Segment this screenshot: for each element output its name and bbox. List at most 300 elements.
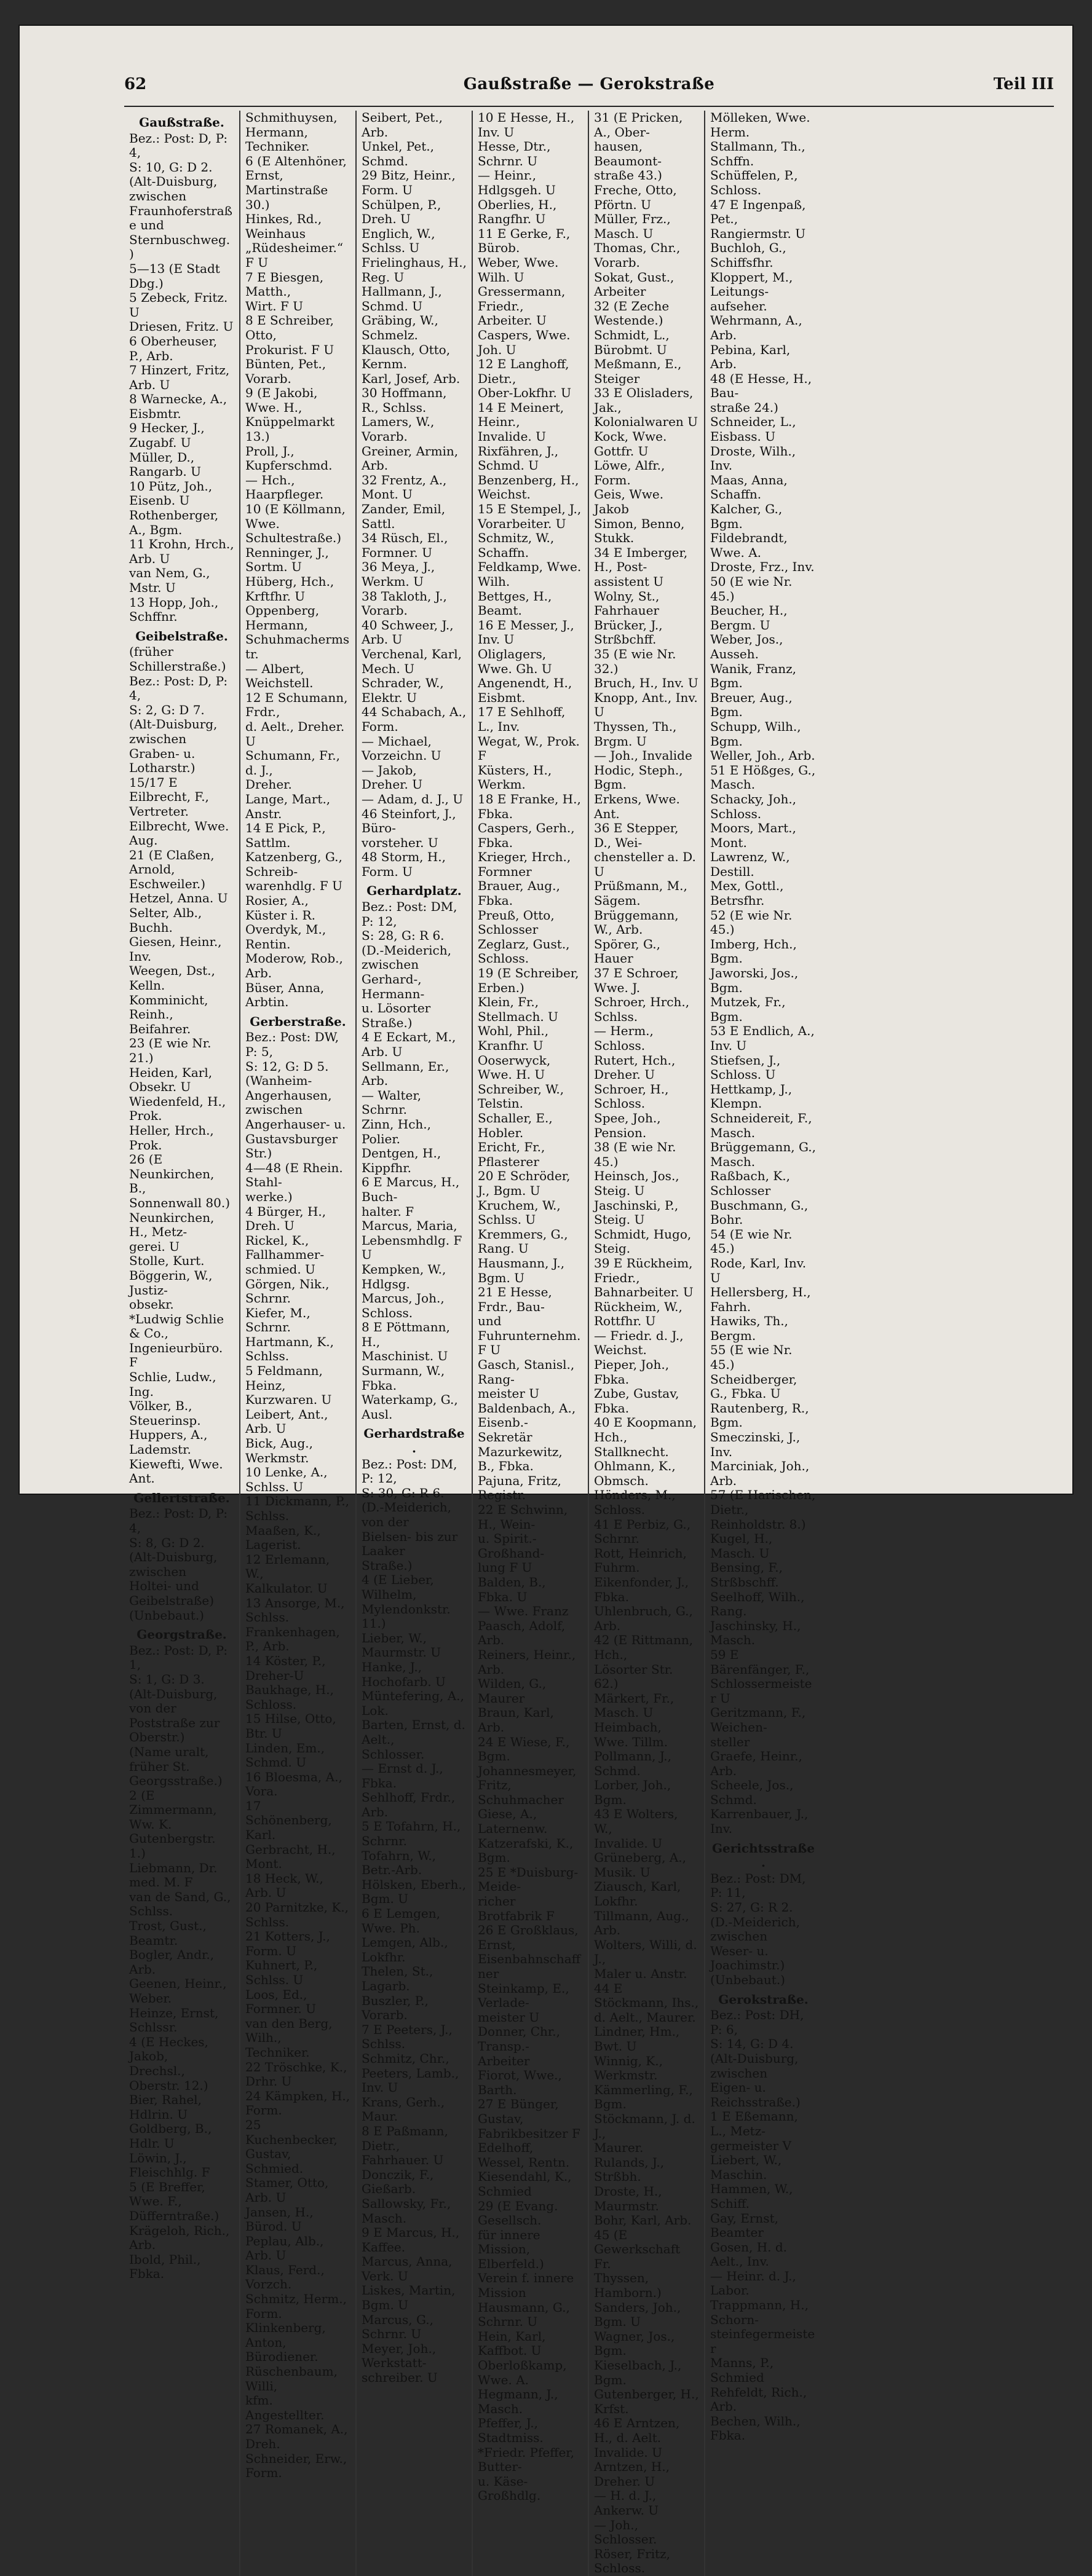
directory-entry: 46 Steinfort, J., Büro- xyxy=(362,806,456,836)
directory-entry: 6 E Lemgen, Wwe. Ph. xyxy=(362,1906,440,1936)
directory-entry: — Heinr., Hdlgsgeh. U xyxy=(478,168,556,197)
directory-entry: Buschmann, G., Bohr. xyxy=(710,1197,809,1227)
directory-entry: Techniker. xyxy=(245,2044,310,2060)
directory-entry: Karl, Josef, Arb. xyxy=(362,371,461,386)
directory-entry: 40 E Koopmann, Hch., xyxy=(594,1415,697,1445)
directory-entry: Maas, Anna, Schaffn. xyxy=(710,472,788,502)
directory-entry: Ohlmann, K., Obmsch. xyxy=(594,1459,676,1488)
street-heading: Gaußstraße. xyxy=(139,115,224,130)
directory-entry: 26 (E Neunkirchen, B., xyxy=(129,1152,215,1196)
directory-entry: Waterkamp, G., Ausl. xyxy=(362,1392,458,1422)
directory-entry: Hein, Karl, Kaffbot. U xyxy=(478,2328,546,2358)
directory-entry: 7 Hinzert, Fritz, Arb. U xyxy=(129,363,230,392)
directory-entry: 22 Tröschke, K., Drhr. U xyxy=(245,2059,347,2089)
directory-entry: 43 E Wolters, W., xyxy=(594,1806,678,1837)
directory-entry: Heinze, Ernst, Schlssr. xyxy=(129,2005,219,2035)
directory-entry: Donczik, F., Gießarb. xyxy=(362,2167,434,2197)
directory-entry: S: 14, G: D 4. xyxy=(710,2036,794,2052)
directory-entry: Gutenbergstr. 1.) xyxy=(129,1831,216,1861)
directory-entry: Zube, Gustav, Fbka. xyxy=(594,1386,679,1416)
directory-entry: Paasch, Adolf, Arb. xyxy=(478,1618,566,1648)
directory-entry: Giese, A., Laternenw. xyxy=(478,1806,548,1837)
directory-entry: 25 E *Duisburg-Meide- xyxy=(478,1864,579,1894)
directory-entry: 26 E Großklaus, Ernst, xyxy=(478,1923,579,1952)
directory-entry: Knüppelmarkt 13.) xyxy=(245,414,335,444)
directory-entry: — Herm., Schloss. xyxy=(594,1023,654,1053)
directory-entry: Proll, J., Kupferschmd. xyxy=(245,443,333,473)
directory-entry: S: 10, G: D 2. xyxy=(129,159,213,175)
directory-entry: Fiorot, Wwe., Barth. xyxy=(478,2068,562,2097)
directory-entry: hausen, Beaumont- xyxy=(594,139,662,168)
directory-entry: 10 (E Köllmann, Wwe. xyxy=(245,502,346,531)
directory-entry: 13 Hopp, Joh., Schffnr. xyxy=(129,594,219,624)
directory-entry: 34 E Imberger, H., Post- xyxy=(594,545,688,575)
directory-entry: Loos, Ed., Formner. U xyxy=(245,1987,316,2017)
directory-entry: Spörer, G., Hauer xyxy=(594,936,660,966)
directory-entry: Bechen, Wilh., Fbka. xyxy=(710,2413,801,2443)
directory-entry: 55 (E wie Nr. 45.) xyxy=(710,1342,793,1373)
directory-entry: 53 E Endlich, A., Inv. U xyxy=(710,1023,815,1053)
directory-entry: 16 Bloesma, A., Vora. xyxy=(245,1769,342,1799)
directory-entry: Schultestraße.) xyxy=(245,530,342,546)
directory-entry: Mutzek, Fr., Bgm. xyxy=(710,995,786,1024)
directory-entry: warenhdlg. F U xyxy=(245,878,343,894)
directory-entry: Linden, Em., Schmd. U xyxy=(245,1740,325,1770)
directory-entry: Eilbrecht, Wwe. Aug. xyxy=(129,818,229,848)
directory-entry: 19 (E Schreiber, Erben.) xyxy=(478,966,579,995)
directory-entry: Schroer, H., Schloss. xyxy=(594,1081,669,1111)
directory-entry: Neunkirchen, H., Metz- xyxy=(129,1210,215,1240)
directory-entry: 59 E Bärenfänger, F., xyxy=(710,1647,810,1677)
directory-entry: Arbeiter. U xyxy=(478,313,547,328)
directory-entry: 36 Meya, J., Werkm. U xyxy=(362,559,435,589)
directory-entry: werke.) xyxy=(245,1189,293,1204)
directory-entry: steinfegermeister xyxy=(710,2326,815,2356)
directory-entry: Gustavsburger Str.) xyxy=(245,1131,338,1161)
directory-entry: Leibert, Ant., Arb. U xyxy=(245,1406,328,1436)
directory-entry: Klein, Fr., Stellmach. U xyxy=(478,995,558,1024)
directory-entry: Röser, Fritz, Schloss. xyxy=(594,2546,671,2576)
directory-entry: Hegmann, J., Masch. xyxy=(478,2387,558,2416)
directory-entry: Lemgen, Alb., Lokfhr. xyxy=(362,1935,448,1964)
column-3 xyxy=(357,111,473,2576)
directory-entry: 45 (E Gewerkschaft Fr. xyxy=(594,2227,681,2271)
directory-entry: Moors, Mart., Mont. xyxy=(710,821,796,850)
directory-entry: 30 Hoffmann, R., Schlss. xyxy=(362,385,447,415)
directory-entry: 11 Dickmann, P., Schlss. xyxy=(245,1494,350,1523)
directory-entry: Angenendt, H., Eisbmt. xyxy=(478,676,572,705)
directory-entry: 36 E Stepper, D., Wei- xyxy=(594,821,679,850)
directory-entry: 8 E Paßmann, Dietr., xyxy=(362,2123,448,2153)
directory-entry: schmied. U xyxy=(245,1261,315,1277)
directory-entry: Lange, Mart., Anstr. xyxy=(245,791,331,821)
directory-entry: Barten, Ernst, d. Aelt., xyxy=(362,1717,465,1747)
directory-entry: — H. d. J., Ankerw. U xyxy=(594,2488,659,2518)
directory-entry: Geenen, Heinr., Weber. xyxy=(129,1976,227,2006)
directory-entry: Müntefering, A., Lok. xyxy=(362,1688,464,1718)
directory-entry: 5 (E Breffer, Wwe. F., xyxy=(129,2179,205,2209)
directory-entry: Völker, B., Steuerinsp. xyxy=(129,1398,201,1428)
directory-entry: Weber, Wwe. Wilh. U xyxy=(478,254,559,285)
directory-entry: Jansen, H., Bürod. U xyxy=(245,2204,314,2234)
directory-entry: 14 E Pick, P., Sattlm. xyxy=(245,821,326,850)
directory-entry: S: 1, G: D 3. xyxy=(129,1671,205,1687)
directory-entry: 23 (E wie Nr. 21.) xyxy=(129,1036,212,1065)
directory-entry: Trappmann, H., Schorn- xyxy=(710,2298,809,2327)
directory-entry: Rautenberg, R., Bgm. xyxy=(710,1400,809,1430)
directory-entry: Droste, H., Maurmstr. xyxy=(594,2183,662,2213)
directory-entry: straße 24.) xyxy=(710,400,778,415)
directory-entry: Kalkulator. U xyxy=(245,1580,328,1596)
directory-entry: Liskes, Martin, Bgm. U xyxy=(362,2283,456,2313)
directory-entry: 12 E Langhoff, Dietr., xyxy=(478,356,569,386)
directory-entry: 5 E Tofahrn, H., Schrnr. xyxy=(362,1819,461,1849)
directory-entry: Fahrhauer. U xyxy=(362,2153,444,2168)
directory-entry: Marcus, Joh., Schloss. xyxy=(362,1291,445,1320)
directory-entry: 44 E Stöckmann, Ihs., xyxy=(594,1980,699,2011)
directory-entry: Sokat, Gust., Arbeiter xyxy=(594,269,675,299)
directory-entry: Wiedenfeld, H., Prok. xyxy=(129,1093,226,1124)
directory-entry: Straße.) xyxy=(362,1558,413,1573)
directory-entry: Spee, Joh., Pension. xyxy=(594,1110,661,1140)
directory-entry: Trost, Gust., Beamtr. xyxy=(129,1918,207,1948)
directory-entry: 5—13 (E Stadt Dbg.) xyxy=(129,261,220,291)
directory-entry: Lösorter Str. 62.) xyxy=(594,1661,673,1692)
directory-entry: Eschweiler.) xyxy=(129,876,206,891)
directory-entry: Kieselbach, J., Bgm. xyxy=(594,2358,682,2387)
directory-entry: 8 Warnecke, A., Eisbmtr. xyxy=(129,392,228,421)
directory-entry: Sonnenwall 80.) xyxy=(129,1195,231,1210)
directory-entry: Englich, W., Schlss. U xyxy=(362,226,435,256)
directory-entry: 4 (E Heckes, Jakob, xyxy=(129,2034,208,2064)
directory-entry: Driesen, Fritz. U xyxy=(129,319,234,334)
directory-entry: Brauer, Aug., Fbka. xyxy=(478,878,560,908)
directory-entry: Kalcher, G., Bgm. xyxy=(710,502,783,531)
directory-entry: Märkert, Fr., Masch. U xyxy=(594,1690,675,1720)
directory-entry: Marciniak, Joh., Arb. xyxy=(710,1459,810,1488)
directory-entry: Bohr, Karl, Arb. xyxy=(594,2213,692,2228)
directory-entry: 31 (E Pricken, A., Ober- xyxy=(594,110,683,140)
directory-entry: gerei. U xyxy=(129,1239,180,1254)
street-heading: Georgstraße. xyxy=(136,1627,227,1642)
directory-entry: S: 8, G: D 2. xyxy=(129,1535,205,1550)
directory-entry: Bez.: Post: D, P: 1, xyxy=(129,1642,228,1672)
directory-entry: Gay, Ernst, Beamter xyxy=(710,2210,778,2240)
directory-entry: Eikenfonder, J., Fbka. xyxy=(594,1574,689,1604)
directory-entry: Stamer, Otto, Arb. U xyxy=(245,2175,329,2205)
directory-entry: 20 Parnitzke, K., Schlss. xyxy=(245,1900,349,1929)
directory-entry: 11 E Gerke, F., Bürob. xyxy=(478,226,571,256)
directory-entry: 15/17 E Eilbrecht, F., xyxy=(129,774,209,805)
directory-entry: Bez.: Post: DW, P: 5, xyxy=(245,1030,339,1059)
directory-entry: 38 Takloth, J., Vorarb. xyxy=(362,588,447,618)
directory-entry: Oppenberg, Hermann, xyxy=(245,603,320,632)
directory-entry: — Walter, Schrnr. xyxy=(362,1087,422,1117)
directory-entry: Bogler, Andr., Arb. xyxy=(129,1947,215,1977)
directory-entry: Wegat, W., Prok. F xyxy=(478,733,580,763)
directory-entry: Schuhmacher xyxy=(478,1792,564,1807)
directory-entry: obsekr. xyxy=(129,1297,174,1312)
directory-entry: Schüffelen, P., Schloss. xyxy=(710,168,798,197)
directory-entry: Gasch, Stanisl., Rang- xyxy=(478,1357,575,1387)
running-title: Gaußstraße — Gerokstraße xyxy=(463,75,715,93)
directory-entry: Heller, Hrch., Prok. xyxy=(129,1122,214,1152)
directory-entry: 35 (E wie Nr. 32.) xyxy=(594,646,676,676)
directory-entry: — Adam, d. J., U xyxy=(362,791,464,806)
directory-entry: Seelhoff, Wilh., Rang. xyxy=(710,1589,805,1619)
directory-entry: Raßbach, K., Schlosser xyxy=(710,1168,790,1198)
directory-entry: Thelen, St., Lagarb. xyxy=(362,1964,433,1993)
directory-entry: Schneidereit, F., Masch. xyxy=(710,1110,812,1140)
directory-entry: 12 Erlemann, W., xyxy=(245,1551,330,1581)
directory-entry: 38 (E wie Nr. 45.) xyxy=(594,1140,676,1169)
directory-entry: Hölsken, Eberh., Bgm. U xyxy=(362,1877,467,1907)
directory-entry: — Hch., Haarpfleger. xyxy=(245,472,324,502)
directory-entry: Gutenberger, H., Krfst. xyxy=(594,2387,699,2416)
directory-entry: Bez.: Post: DH, P: 6, xyxy=(710,2007,804,2037)
directory-entry: 5 Zebeck, Fritz. U xyxy=(129,290,228,320)
directory-entry: Kuhnert, P., Schlss. U xyxy=(245,1958,318,1987)
directory-entry: Brücker, J., Strßbchff. xyxy=(594,617,663,647)
directory-entry: 33 E Olisladers, Jak., xyxy=(594,385,694,415)
directory-entry: Bick, Aug., Werkmstr. xyxy=(245,1436,313,1465)
directory-entry: (Alt-Duisburg, zwischen xyxy=(129,1550,218,1579)
directory-entry: 7 E Peeters, J., Schlss. xyxy=(362,2022,453,2052)
directory-entry: Gräbing, W., Schmelz. xyxy=(362,313,438,342)
directory-entry: Bettges, H., Beamt. xyxy=(478,588,552,618)
directory-entry: 51 E Hößges, G., Masch. xyxy=(710,762,816,792)
directory-entry: Verchenal, Karl, Mech. U xyxy=(362,646,462,676)
directory-entry: (früher Schillerstraße.) xyxy=(129,644,226,674)
directory-entry: Düfferntraße.) xyxy=(129,2208,220,2223)
directory-entry: Kloppert, M., Leitungs- xyxy=(710,269,793,299)
directory-entry: Heimbach, Wwe. Tillm. xyxy=(594,1719,668,1749)
directory-entry: — Joh., Invalide xyxy=(594,748,692,763)
directory-entry: 57 (E Harischen, Dietr., xyxy=(710,1487,816,1517)
directory-entry: 14 E Meinert, Heinr., xyxy=(478,400,564,430)
directory-entry: — Jakob, Dreher. U xyxy=(362,762,423,792)
directory-entry: Gressermann, Friedr., xyxy=(478,284,566,313)
directory-entry: d. Aelt., Dreher. U xyxy=(245,719,345,749)
directory-entry: Drechsl., Oberstr. 12.) xyxy=(129,2063,208,2093)
directory-entry: Dentgen, H., Kippfhr. xyxy=(362,1146,441,1175)
directory-entry: vorsteher. U xyxy=(362,835,438,850)
directory-entry: Rott, Heinrich, Fuhrm. xyxy=(594,1545,687,1575)
directory-entry: Heiden, Karl, Obsekr. U xyxy=(129,1065,213,1095)
directory-entry: — Friedr. d. J., Weichst. xyxy=(594,1328,684,1358)
directory-entry: Weller, Joh., Arb. xyxy=(710,748,815,763)
directory-entry: Rothenberger, A., Bgm. xyxy=(129,508,219,537)
directory-entry: 48 (E Hesse, H., Bau- xyxy=(710,371,812,401)
directory-entry: Büser, Anna, Arbtin. xyxy=(245,980,325,1010)
directory-entry: Graben- u. Lotharstr.) xyxy=(129,746,196,776)
directory-entry: chensteller a. D. U xyxy=(594,849,696,879)
directory-entry: Marcus, Anna, Verk. U xyxy=(362,2254,453,2283)
directory-entry: (D.-Meiderich, von der xyxy=(362,1500,451,1529)
directory-entry: Steinkamp, E., Verlade- xyxy=(478,1980,569,2011)
directory-entry: 4 (E Lieber, Wilhelm, xyxy=(362,1572,434,1602)
directory-entry: Kremmers, G., Rang. U xyxy=(478,1226,568,1256)
directory-entry: Kolonialwaren U xyxy=(594,414,698,430)
directory-entry: Stolle, Kurt. xyxy=(129,1253,205,1269)
directory-entry: Invalide. U xyxy=(594,1835,663,1851)
directory-entry: Kiefer, M., Schrnr. xyxy=(245,1305,311,1335)
directory-entry: — Wwe. Franz xyxy=(478,1604,569,1619)
directory-entry: meister U xyxy=(478,2009,540,2025)
directory-entry: Thyssen, Th., Brgm. U xyxy=(594,719,677,749)
directory-entry: Schmitz, W., Schaffn. xyxy=(478,530,555,560)
directory-entry: aufseher. xyxy=(710,298,767,313)
directory-entry: 15 E Stempel, J., xyxy=(478,502,582,517)
directory-entry: Moderow, Rob., Arb. xyxy=(245,951,343,981)
directory-entry: Hallmann, J., Schmd. U xyxy=(362,284,442,313)
directory-entry: Hesse, Dtr., Schrnr. U xyxy=(478,139,551,168)
directory-entry: Liebmann, Dr. med. M. F xyxy=(129,1860,218,1890)
directory-entry: (D.-Meiderich, zwischen xyxy=(710,1914,800,1944)
directory-entry: 10 Lenke, A., Schlss. U xyxy=(245,1465,328,1494)
directory-entry: Kugel, H., Masch. U xyxy=(710,1531,773,1561)
directory-entry: Knopp, Ant., Inv. U xyxy=(594,690,698,720)
directory-entry: Goldberg, B., Hdlr. U xyxy=(129,2121,212,2151)
directory-entry: (Alt-Duisburg, zwischen xyxy=(129,174,218,203)
directory-entry: Braun, Karl, Arb. xyxy=(478,1705,554,1735)
directory-entry: 52 (E wie Nr. 45.) xyxy=(710,907,793,937)
directory-entry: Wilden, G., Maurer xyxy=(478,1676,547,1706)
directory-entry: Pajuna, Fritz, Registr. xyxy=(478,1473,561,1503)
directory-entry: 1 E Eßemann, L., Metz- xyxy=(710,2109,798,2138)
directory-entry: Bez.: Post: D, P: 4, xyxy=(129,130,228,160)
directory-entry: Heinsch, Jos., Steig. U xyxy=(594,1168,679,1198)
directory-entry: lung F U xyxy=(478,1560,532,1575)
directory-entry: Schülpen, P., Dreh. U xyxy=(362,197,441,227)
directory-entry: Elberfeld.) xyxy=(478,2256,544,2271)
street-heading: Gerhardstraße. xyxy=(363,1426,465,1456)
directory-entry: Hettkamp, J., Klempn. xyxy=(710,1081,793,1111)
directory-entry: Schumann, Fr., d. J., xyxy=(245,748,340,778)
directory-entry: 21 E Hesse, Frdr., Bau- xyxy=(478,1285,552,1314)
directory-entry: 6 (E Altenhöner, Ernst, xyxy=(245,153,347,183)
street-heading: Gerhardplatz. xyxy=(366,883,462,899)
directory-entry: Fabrikbesitzer F xyxy=(478,2125,580,2141)
street-heading: Gerberstraße. xyxy=(250,1014,346,1029)
directory-entry: Fildebrandt, Wwe. A. xyxy=(710,530,788,560)
directory-entry: (Alt-Duisburg, zwischen xyxy=(129,717,218,746)
directory-entry: van den Berg, Wilh., xyxy=(245,2015,333,2046)
directory-entry: Scheidberger, G., Fbka. U xyxy=(710,1371,797,1401)
directory-entry: Böggerin, W., Justiz- xyxy=(129,1267,213,1298)
directory-entry: Edelhoff, Wessel, Rentn. xyxy=(478,2140,570,2170)
directory-entry: Vorarbeiter. U xyxy=(478,516,566,531)
directory-entry: Schneider, L., Eisbass. U xyxy=(710,414,796,444)
directory-entry: Prüßmann, M., Sägem. xyxy=(594,878,687,908)
directory-entry: Buchloh, G., Schiffsfhr. xyxy=(710,240,786,270)
directory-entry: 5 Feldmann, Heinz, xyxy=(245,1363,323,1393)
directory-entry: — Albert, Weichstell. xyxy=(245,661,314,691)
directory-entry: Maaßen, K., Lagerist. xyxy=(245,1522,321,1553)
directory-entry: kfm. Angestellter. xyxy=(245,2393,325,2422)
directory-entry: 47 E Ingenpaß, Pet., xyxy=(710,197,806,227)
directory-entry: Stiefsen, J., Schloss. U xyxy=(710,1052,781,1082)
column-6 xyxy=(705,111,821,2576)
directory-entry: Kurzwaren. U xyxy=(245,1392,332,1408)
directory-entry: 46 E Arntzen, H., d. Aelt. xyxy=(594,2416,680,2445)
directory-entry: Hausmann, G., Schrnr. U xyxy=(478,2299,570,2330)
directory-entry: Ziausch, Karl, Lokfhr. xyxy=(594,1879,681,1909)
directory-entry: Schaller, E., Hobler. xyxy=(478,1110,553,1140)
directory-entry: Baukhage, H., Schloss. xyxy=(245,1682,334,1712)
directory-entry: Sternbuschweg.) xyxy=(129,232,231,262)
directory-entry: Buszler, P., Vorarb. xyxy=(362,1993,429,2023)
directory-entry: Maschinist. U xyxy=(362,1349,448,1364)
directory-entry: Johannesmeyer, Fritz, xyxy=(478,1763,577,1793)
directory-entry: Hetzel, Anna. U xyxy=(129,891,228,906)
directory-entry: richer Brotfabrik F xyxy=(478,1894,555,1923)
directory-entry: (Unbebaut.) xyxy=(129,1607,204,1623)
directory-entry: Sekretär xyxy=(478,1430,532,1445)
directory-entry: Beucher, H., Bergm. U xyxy=(710,603,788,632)
directory-entry: *Friedr. Pfeffer, Butter- xyxy=(478,2444,575,2475)
directory-entry: Wirt. F U xyxy=(245,298,304,313)
directory-entry: Simon, Benno, Stukk. xyxy=(594,516,685,546)
directory-entry: Bürodiener. xyxy=(245,2349,318,2365)
directory-entry: 11 Krohn, Hrch., Arb. U xyxy=(129,537,234,566)
directory-entry: 10 Pütz, Joh., Eisenb. U xyxy=(129,478,213,508)
directory-entry: Seibert, Pet., Arb. xyxy=(362,110,443,140)
directory-entry: Eigen- u. Reichsstraße.) xyxy=(710,2080,801,2109)
directory-entry: Techniker. xyxy=(245,139,310,154)
directory-entry: Jaworski, Jos., Bgm. xyxy=(710,966,799,995)
directory-entry: 37 E Schroer, Wwe. J. xyxy=(594,966,679,995)
directory-entry: Kiesendahl, K., Schmied xyxy=(478,2169,572,2199)
directory-entry: Katzerafski, K., Bgm. xyxy=(478,1835,574,1865)
directory-entry: (D.-Meiderich, zwischen xyxy=(362,942,451,972)
directory-entry: Reinholdstr. 8.) xyxy=(710,1516,806,1532)
directory-entry: Droste, Frz., Inv. xyxy=(710,559,815,575)
directory-entry: 29 Bitz, Heinr., Form. U xyxy=(362,168,456,197)
directory-entry: Reiners, Heinr., Arb. xyxy=(478,1647,576,1677)
directory-entry: Zinn, Hch., Polier. xyxy=(362,1116,432,1146)
directory-entry: Meyer, Joh., Werkstatt- xyxy=(362,2341,437,2371)
directory-entry: Bruch, H., Inv. U xyxy=(594,676,698,691)
directory-entry: Wolters, Willi, d. J., xyxy=(594,1937,697,1967)
directory-entry: Beifahrer. xyxy=(129,1021,191,1036)
directory-entry: Preuß, Otto, Schlosser xyxy=(478,907,555,937)
directory-entry: steller xyxy=(710,1734,750,1749)
directory-entry: Droste, Wilh., Inv. xyxy=(710,443,796,473)
column-4 xyxy=(473,111,589,2576)
directory-entry: Huppers, A., Lademstr. xyxy=(129,1427,208,1457)
directory-entry: — Ernst d. J., Fbka. xyxy=(362,1761,443,1790)
directory-entry: Arbeiter xyxy=(478,2053,530,2068)
directory-entry: Weser- u. Joachimstr.) xyxy=(710,1943,785,1973)
directory-entry: Müller, Frz., Masch. U xyxy=(594,211,671,241)
directory-entry: S: 12, G: D 5. xyxy=(245,1058,329,1074)
street-heading: Gellertstraße. xyxy=(133,1490,230,1505)
directory-entry: Schlossermeister U xyxy=(710,1676,812,1706)
directory-entry: Lindner, Hm., Bwt. U xyxy=(594,2024,680,2054)
directory-entry: S: 28, G: R 6. xyxy=(362,928,445,943)
directory-entry: 4 Bürger, H., Dreh. U xyxy=(245,1203,326,1234)
directory-entry: Oberloßkamp, Wwe. A. xyxy=(478,2358,567,2387)
section-label: Teil III xyxy=(993,75,1054,93)
directory-entry: Schmidt, Hugo, Steig. xyxy=(594,1226,692,1256)
street-heading: Gerichtsstraße. xyxy=(711,1840,815,1870)
directory-entry: Bez.: Post: DM, P: 12, xyxy=(362,1456,457,1486)
directory-entry: Sehlhoff, Frdr., Arb. xyxy=(362,1790,456,1819)
directory-entry: Klinkenberg, Anton, xyxy=(245,2320,326,2350)
street-heading: Gerokstraße. xyxy=(718,1991,809,2007)
directory-entry: Jaschinski, P., Steig. U xyxy=(594,1197,679,1227)
